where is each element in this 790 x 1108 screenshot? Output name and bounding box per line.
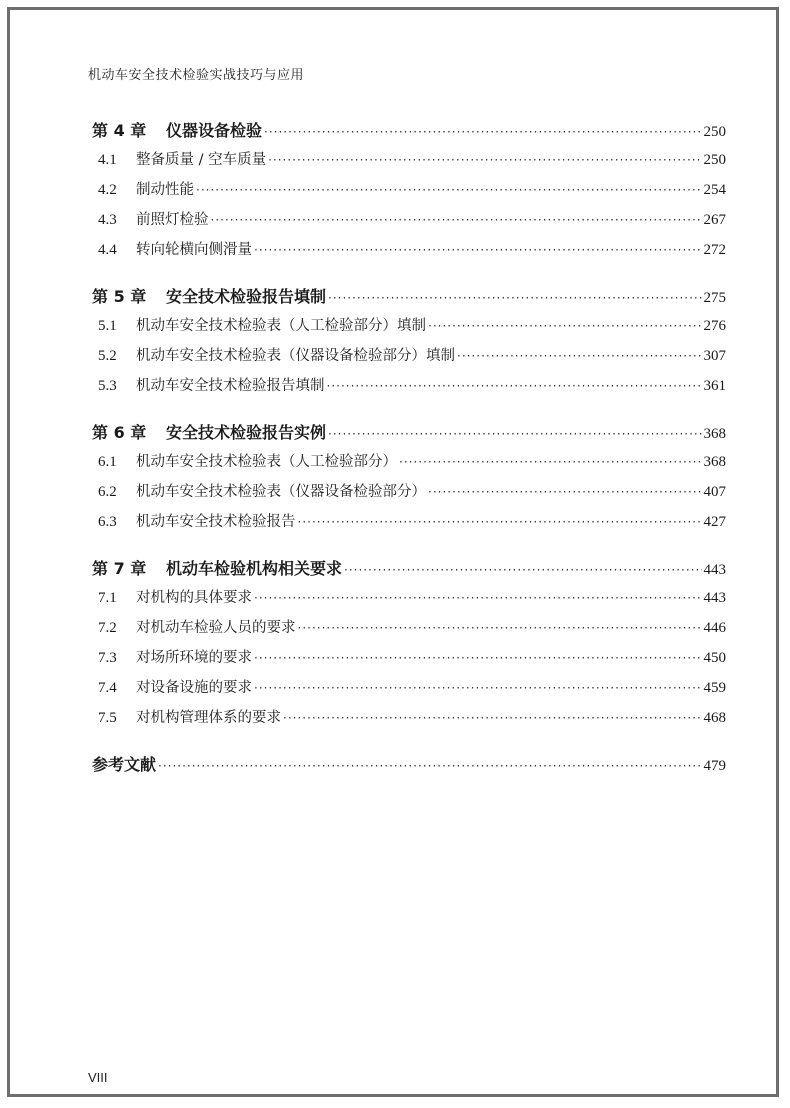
chapter-title: 安全技术检验报告填制	[166, 287, 327, 306]
section-title: 机动车安全技术检验表（人工检验部分）填制	[136, 318, 426, 334]
page-number: 479	[703, 758, 726, 774]
section-number: 6.3	[98, 514, 117, 530]
section-number: 6.2	[98, 484, 117, 500]
toc-section-7-1	[92, 586, 726, 610]
dot-leader	[283, 711, 702, 725]
page-number: 276	[703, 318, 726, 334]
page-number: 250	[703, 124, 726, 140]
section-title: 对场所环境的要求	[136, 650, 252, 666]
dot-leader	[428, 485, 702, 499]
page-number: 307	[703, 348, 726, 364]
toc-section-7-4	[92, 676, 726, 700]
section-title: 机动车安全技术检验表（人工检验部分）	[136, 454, 397, 470]
toc-section-4-4	[92, 238, 726, 262]
page-folio: VIII	[88, 1070, 108, 1085]
section-title: 对设备设施的要求	[136, 680, 252, 696]
toc-chapter-4	[92, 118, 726, 142]
toc-chapter-6	[92, 420, 726, 444]
chapter-label: 第 6 章	[92, 423, 147, 442]
dot-leader	[328, 291, 701, 305]
chapter-title: 机动车检验机构相关要求	[166, 559, 343, 578]
page-number: 250	[703, 152, 726, 168]
dot-leader	[264, 125, 701, 139]
dot-leader	[457, 349, 702, 363]
page-number: 427	[703, 514, 726, 530]
section-number: 7.4	[98, 680, 117, 696]
dot-leader	[399, 455, 702, 469]
section-number: 6.1	[98, 454, 117, 470]
page-number: 361	[703, 378, 726, 394]
section-number: 7.5	[98, 710, 117, 726]
dot-leader	[327, 379, 702, 393]
book-page	[7, 7, 779, 1097]
page-number: 368	[703, 454, 726, 470]
page-number: 267	[703, 212, 726, 228]
references-title: 参考文献	[92, 755, 157, 774]
dot-leader	[428, 319, 702, 333]
dot-leader	[268, 153, 701, 167]
page-number: 254	[703, 182, 726, 198]
dot-leader	[298, 621, 702, 635]
section-title: 机动车安全技术检验表（仪器设备检验部分）	[136, 484, 426, 500]
dot-leader	[254, 591, 702, 605]
dot-leader	[254, 243, 702, 257]
dot-leader	[298, 515, 702, 529]
toc-section-5-2	[92, 344, 726, 368]
page-number: 275	[703, 290, 726, 306]
page-number: 459	[703, 680, 726, 696]
section-number: 5.2	[98, 348, 117, 364]
section-title: 对机构管理体系的要求	[136, 710, 281, 726]
section-title: 机动车安全技术检验报告	[136, 514, 296, 530]
toc-section-4-1	[92, 148, 726, 172]
toc-section-7-5	[92, 706, 726, 730]
toc-chapter-7	[92, 556, 726, 580]
section-number: 4.2	[98, 182, 117, 198]
page-number: 368	[703, 426, 726, 442]
toc-section-6-3	[92, 510, 726, 534]
section-title: 对机构的具体要求	[136, 590, 252, 606]
dot-leader	[196, 183, 702, 197]
section-number: 4.4	[98, 242, 117, 258]
toc-chapter-5	[92, 284, 726, 308]
section-number: 7.2	[98, 620, 117, 636]
toc-section-7-3	[92, 646, 726, 670]
toc-section-6-1	[92, 450, 726, 474]
section-title: 转向轮横向侧滑量	[136, 242, 252, 258]
section-number: 7.3	[98, 650, 117, 666]
section-number: 7.1	[98, 590, 117, 606]
section-title: 制动性能	[136, 182, 194, 198]
page-number: 446	[703, 620, 726, 636]
page-number: 272	[703, 242, 726, 258]
page-number: 450	[703, 650, 726, 666]
section-number: 4.3	[98, 212, 117, 228]
toc-section-6-2	[92, 480, 726, 504]
table-of-contents	[92, 118, 726, 776]
chapter-title: 安全技术检验报告实例	[166, 423, 327, 442]
section-number: 5.1	[98, 318, 117, 334]
section-title: 机动车安全技术检验表（仪器设备检验部分）填制	[136, 348, 455, 364]
dot-leader	[158, 759, 701, 773]
toc-section-4-3	[92, 208, 726, 232]
toc-section-7-2	[92, 616, 726, 640]
toc-section-5-3	[92, 374, 726, 398]
page-number: 407	[703, 484, 726, 500]
dot-leader	[344, 563, 701, 577]
section-title: 机动车安全技术检验报告填制	[136, 378, 325, 394]
chapter-label: 第 7 章	[92, 559, 147, 578]
running-head: 机动车安全技术检验实战技巧与应用	[88, 68, 305, 83]
toc-section-4-2	[92, 178, 726, 202]
page-number: 468	[703, 710, 726, 726]
section-title: 整备质量 / 空车质量	[136, 152, 267, 168]
toc-section-5-1	[92, 314, 726, 338]
dot-leader	[254, 651, 702, 665]
dot-leader	[328, 427, 701, 441]
section-title: 前照灯检验	[136, 212, 209, 228]
toc-references	[92, 752, 726, 776]
page-number: 443	[703, 590, 726, 606]
section-title: 对机动车检验人员的要求	[136, 620, 296, 636]
section-number: 4.1	[98, 152, 117, 168]
page-number: 443	[703, 562, 726, 578]
chapter-label: 第 5 章	[92, 287, 147, 306]
section-number: 5.3	[98, 378, 117, 394]
dot-leader	[254, 681, 702, 695]
dot-leader	[211, 213, 702, 227]
chapter-label: 第 4 章	[92, 121, 147, 140]
chapter-title: 仪器设备检验	[166, 121, 263, 140]
